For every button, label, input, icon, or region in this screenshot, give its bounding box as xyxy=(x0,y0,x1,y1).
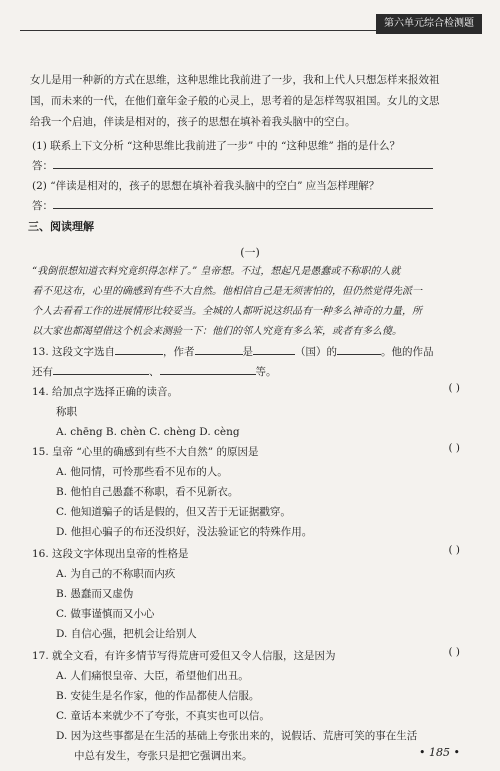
answer-line[interactable] xyxy=(53,157,433,169)
answer-paren[interactable]: ( ) xyxy=(448,544,460,556)
chapter-header: 第六单元综合检测题 xyxy=(376,14,482,34)
blank-work-1[interactable] xyxy=(53,363,149,375)
option-d-continued: 中总有发生，夸张只是把它强调出来。 xyxy=(74,750,253,762)
option-a: A. 为自己的不称职而内疚 xyxy=(56,568,176,580)
answer-paren[interactable]: ( ) xyxy=(448,382,460,394)
option-a: A. 他同情，可怜那些看不见布的人。 xyxy=(56,466,228,478)
q13-text: ，作者 xyxy=(163,346,195,358)
q13-text: 、 xyxy=(149,366,160,378)
q13-text: 还有 xyxy=(32,366,53,378)
q13-text: 。他的作品 xyxy=(381,346,434,358)
answer-1 xyxy=(32,156,433,176)
blank-profession[interactable] xyxy=(337,343,381,355)
option-b: B. 他怕自己愚蠢不称职，看不见新衣。 xyxy=(56,486,239,498)
passage-line: 个人去看看工作的进展情形比较妥当。全城的人都听说这织品有一种多么神奇的力量，所 xyxy=(32,306,422,317)
paragraph-line: 国，而未来的一代，在他们童年金子般的心灵上，思考着的是怎样驾驭祖国。女儿的文思 xyxy=(30,95,440,107)
passage-line: 以大家也都渴望借这个机会来测验一下：他们的邻人究竟有多么笨，或者有多么傻。 xyxy=(32,326,402,337)
option-c: C. 做事谨慎而又小心 xyxy=(56,608,155,620)
option-d: D. 自信心强，把机会让给别人 xyxy=(56,628,197,640)
paragraph-line: 女儿是用一种新的方式在思维，这种思维比我前进了一步，我和上代人只想怎样来报效祖 xyxy=(30,74,440,86)
top-paragraph xyxy=(30,70,475,133)
answer-2 xyxy=(32,196,433,216)
passage-line: “我倒很想知道衣料究竟织得怎样了。” 皇帝想。不过，想起凡是愚蠢或不称职的人就 xyxy=(32,266,401,277)
blank-work-2[interactable] xyxy=(160,363,256,375)
blank-country[interactable] xyxy=(253,343,295,355)
page-number: • 185 • xyxy=(419,746,460,759)
question-16: 16. 这段文字体现出皇帝的性格是 xyxy=(32,548,189,560)
option-c: C. 童话本来就少不了夸张，不真实也可以信。 xyxy=(56,710,270,722)
q13-text: 是 xyxy=(242,346,254,358)
blank-author[interactable] xyxy=(195,343,243,355)
blank-source[interactable] xyxy=(115,343,163,355)
q13-text: 13. 这段文字选自 xyxy=(32,346,116,358)
question-13-line2 xyxy=(32,362,277,382)
q13-text: 等。 xyxy=(255,366,277,378)
q13-text: （国）的 xyxy=(295,346,338,358)
question-14: 14. 给加点字选择正确的读音。 xyxy=(32,386,179,398)
option-d: D. 因为这些事都是在生活的基础上夸张出来的，说假话、荒唐可笑的事在生活 xyxy=(56,730,418,742)
question-2: (2) “伴读是相对的，孩子的思想在填补着我头脑中的空白” 应当怎样理解？ xyxy=(32,180,380,192)
option-a: A. 人们痛恨皇帝、大臣，希望他们出丑。 xyxy=(56,670,249,682)
answer-paren[interactable]: ( ) xyxy=(448,442,460,454)
pinyin-options: A. chēng B. chèn C. chèng D. cèng xyxy=(56,426,240,438)
option-d: D. 他担心骗子的布还没织好，没法验证它的特殊作用。 xyxy=(56,526,313,538)
question-17: 17. 就全文看，有许多情节写得荒唐可爱但又令人信服，这是因为 xyxy=(32,650,336,662)
paragraph-line: 给我一个启迪，伴读是相对的，孩子的思想在填补着我头脑中的空白。 xyxy=(30,116,356,128)
passage-line: 看不见这布，心里的确感到有些不大自然。他相信自己是无须害怕的，但仍然觉得先派一 xyxy=(32,286,422,297)
answer-label: 答： xyxy=(32,200,53,212)
part-label: (一) xyxy=(240,246,260,259)
question-15: 15. 皇帝 “心里的确感到有些不大自然” 的原因是 xyxy=(32,446,259,458)
answer-line[interactable] xyxy=(53,197,433,209)
question-1: (1) 联系上下文分析 “这种思维比我前进了一步” 中的 “这种思维” 指的是什么？ xyxy=(32,140,401,152)
answer-paren[interactable]: ( ) xyxy=(448,646,460,658)
answer-label: 答： xyxy=(32,160,53,172)
section-title: 三、阅读理解 xyxy=(28,220,94,233)
question-13 xyxy=(32,342,434,362)
option-c: C. 他知道骗子的话是假的，但又苦于无证据戳穿。 xyxy=(56,506,291,518)
option-b: B. 安徒生是名作家，他的作品都使人信服。 xyxy=(56,690,260,702)
keyword: 称职 xyxy=(56,406,77,418)
reading-passage xyxy=(32,262,472,342)
option-b: B. 愚蠢而又虚伪 xyxy=(56,588,134,600)
